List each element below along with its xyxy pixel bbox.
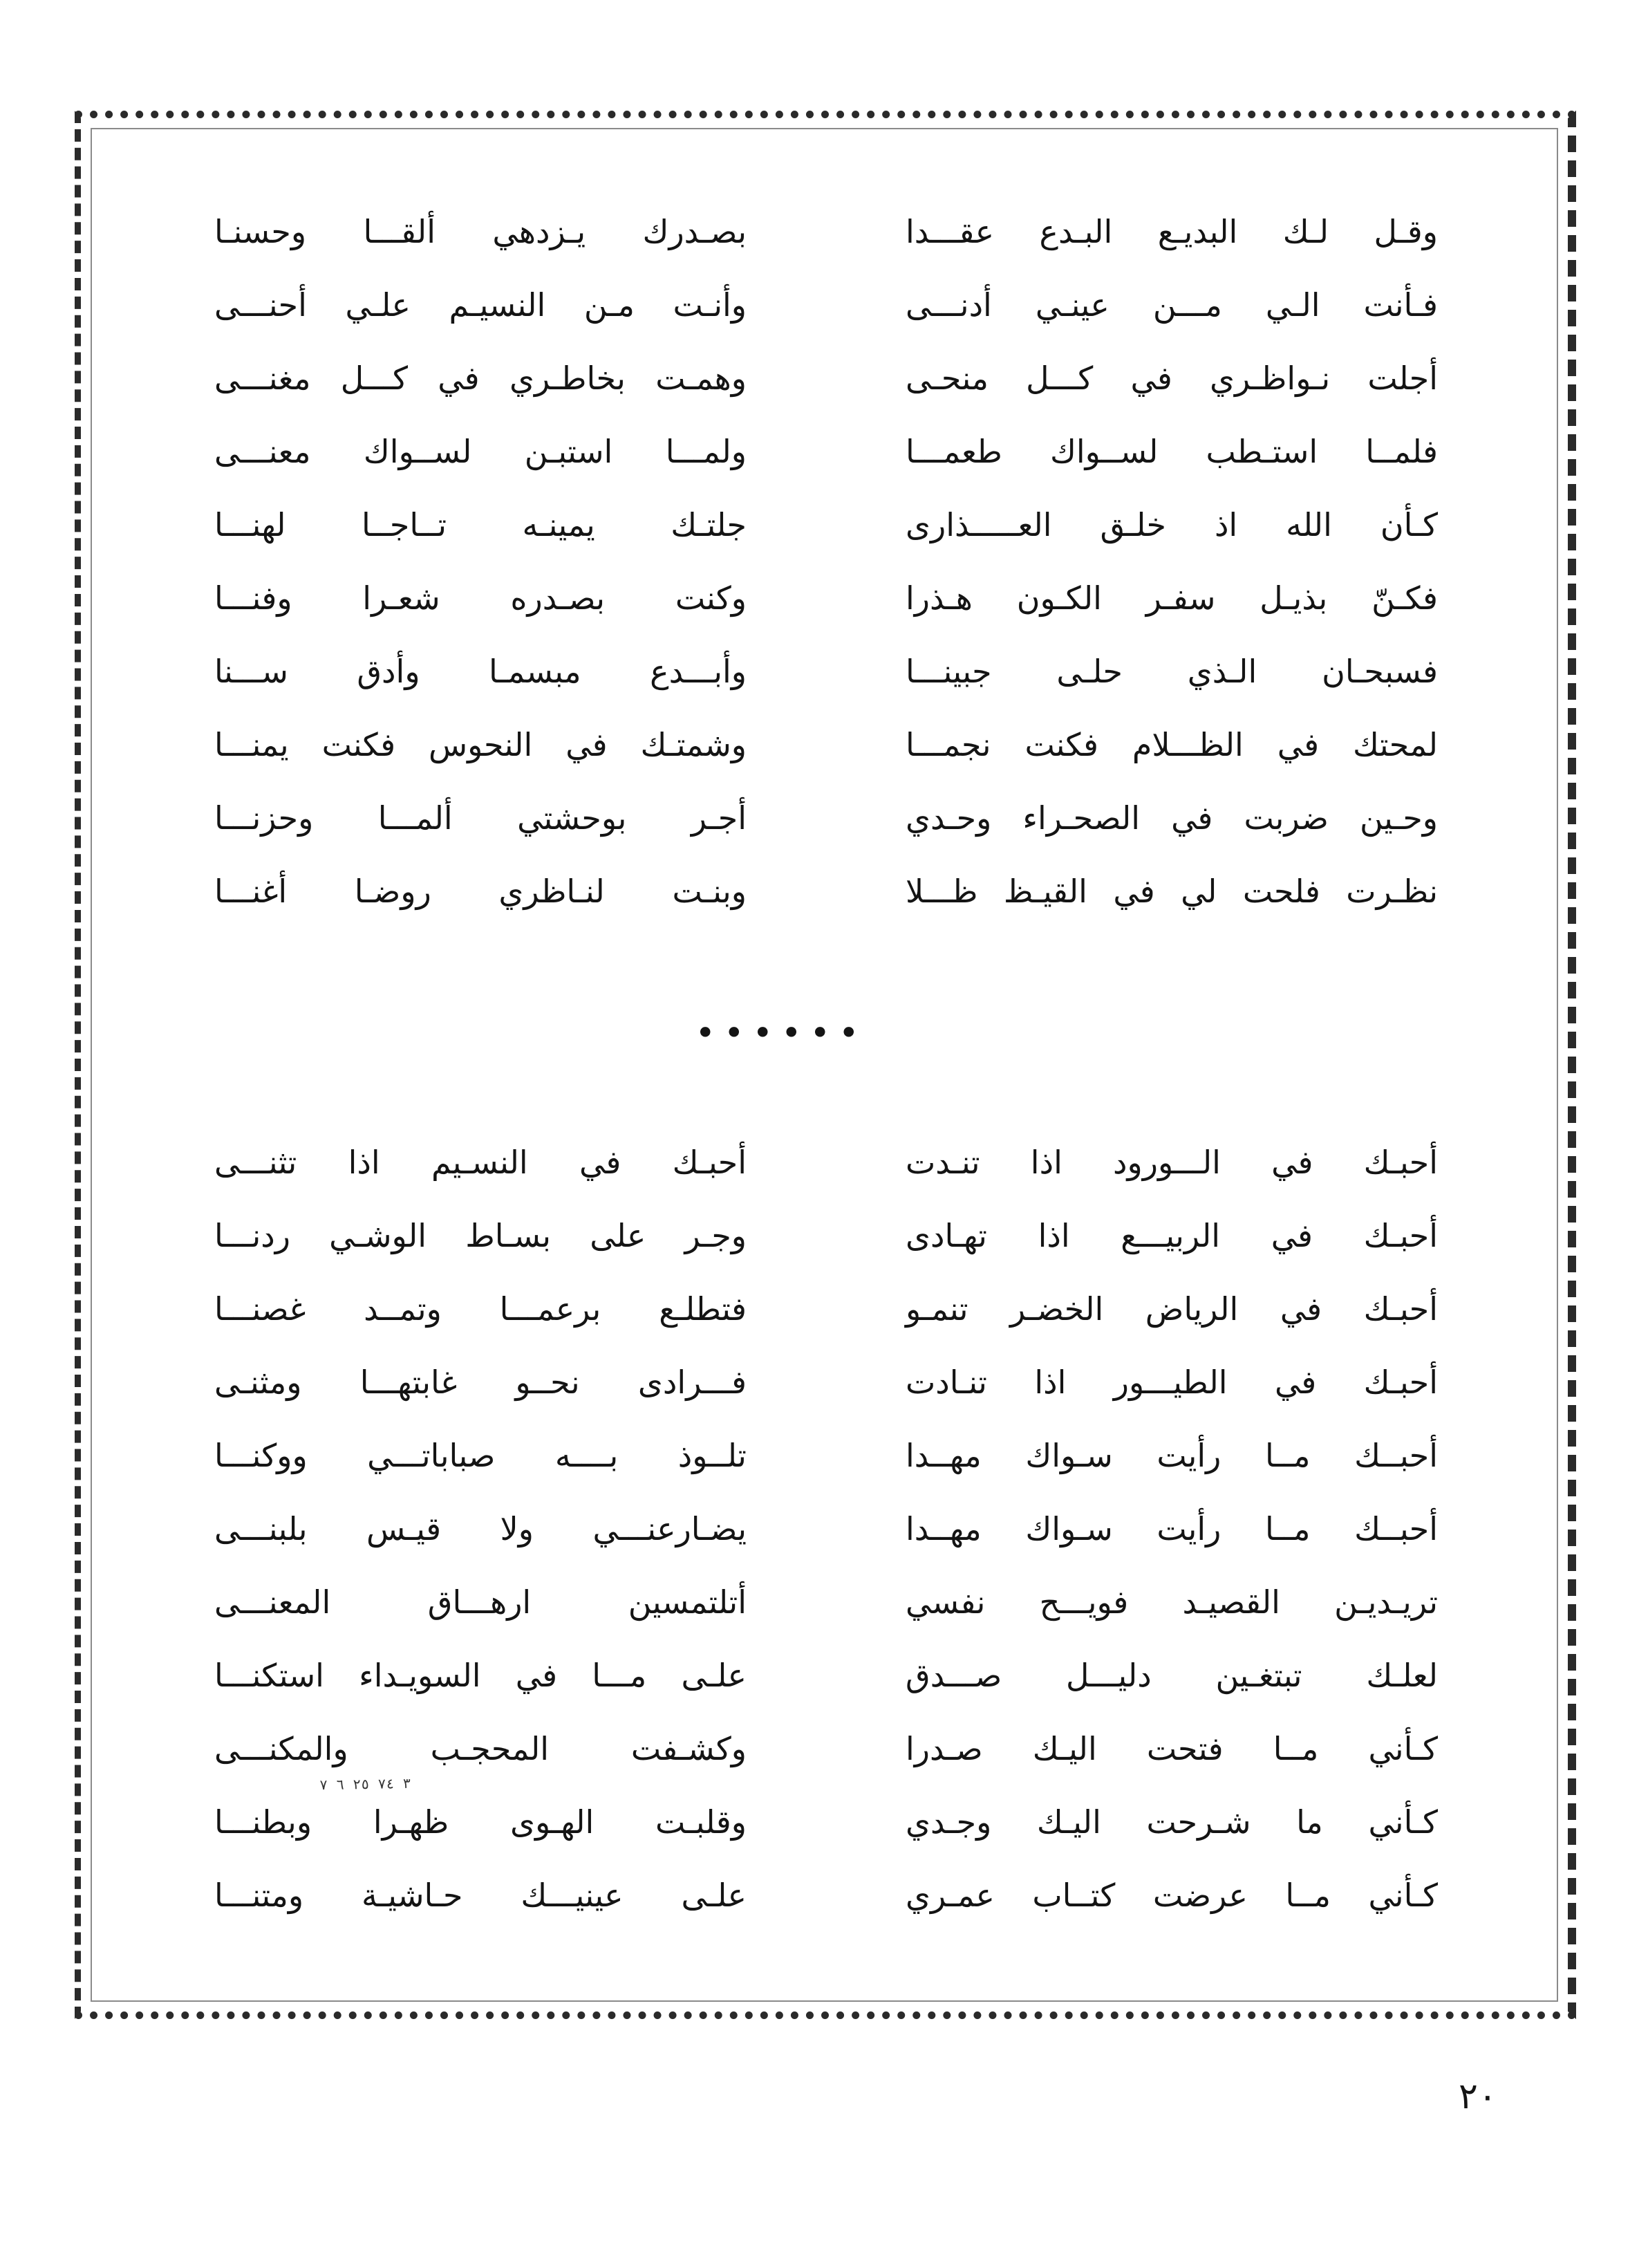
verse-line — [214, 195, 1438, 268]
hemistich-right: أحبــك مــا رأيت سـواك مهــدا — [906, 1437, 1438, 1474]
verse-line — [214, 268, 1438, 342]
verse-line — [214, 855, 1438, 928]
page-number: ٢٠ — [1459, 2076, 1497, 2117]
verse-line — [214, 415, 1438, 488]
hemistich-left: وأبـــدع مبسمـا وأدق ســـنا — [214, 653, 747, 690]
verse-line — [214, 1785, 1438, 1859]
hemistich-right: كـأني مــا فتحت اليـك صـدرا — [906, 1730, 1438, 1767]
verse-line — [214, 781, 1438, 855]
verse-line — [214, 1126, 1438, 1199]
verse-line — [214, 342, 1438, 415]
verse-line — [214, 635, 1438, 708]
hemistich-left: أتلتمسين ارهـــاق المعنـــى — [214, 1583, 747, 1621]
hemistich-left: علـى مـــا في السويـداء استكنـــا — [214, 1657, 747, 1694]
hemistich-right: أحبــك مــا رأيت سـواك مهــدا — [906, 1510, 1438, 1547]
verse-line — [214, 1492, 1438, 1565]
hemistich-right: أحبـك في الرياض الخضـر تنمـو — [906, 1290, 1438, 1328]
hemistich-right: نظـرت فلحت لي في القيـظ ظـــلا — [906, 873, 1438, 910]
hemistich-left: وجـر على بسـاط الوشـي ردنـــا — [214, 1217, 747, 1254]
hemistich-left: علـى عينيـــك حـاشيـة ومتنـــا — [214, 1877, 747, 1914]
hemistich-left: وبنـت لنـاظري روضـا أغنـــا — [214, 873, 747, 910]
verse-line — [214, 1199, 1438, 1272]
verse-line — [214, 1639, 1438, 1712]
verse-line — [214, 1272, 1438, 1346]
poem-stanza-1 — [214, 195, 1438, 928]
hemistich-right: وحـين ضربت في الصحـراء وحـدي — [906, 799, 1438, 837]
hemistich-right: لمحتك في الظـــلام فكنت نجمـــا — [906, 726, 1438, 763]
hemistich-left: وشمتـك في النحوس فكنت يمنـــا — [214, 726, 747, 763]
hemistich-left: تلــوذ بــــه صباباتـــي ووكنـــا — [214, 1437, 747, 1474]
hemistich-right: كـأن الله اذ خلـق العـــــذارى — [906, 506, 1438, 543]
poem-stanza-2 — [214, 1126, 1438, 1932]
hemistich-right: أحبـك في الـــورود اذا تنـدت — [906, 1144, 1438, 1181]
hemistich-left: فتطلـع برعمـــا وتمــد غصنـــا — [214, 1290, 747, 1328]
verse-line — [214, 1712, 1438, 1785]
verse-line — [214, 561, 1438, 635]
hemistich-left: وكشـفت المحجـب والمكنـــى — [214, 1730, 747, 1767]
ink-stamp-mark: ٣ ٧٤ ٢٥ ٦ ٧ — [319, 1774, 411, 1794]
hemistich-right: فكـنّ بذيـل سفـر الكـون هـذرا — [906, 579, 1438, 617]
hemistich-left: وكنت بصـدره شعـرا وفنـــا — [214, 579, 747, 617]
stanza-separator: •••••• — [695, 1013, 868, 1053]
verse-line — [214, 1859, 1438, 1932]
hemistich-left: وأنـت مـن النسيـم علـي أحنـــى — [214, 286, 747, 324]
verse-line — [214, 488, 1438, 561]
hemistich-left: يضـارعنـــي ولا قيـس بلبنـــى — [214, 1510, 747, 1547]
verse-line — [214, 708, 1438, 781]
hemistich-right: أحبـك في الطيـــور اذا تنـادت — [906, 1364, 1438, 1401]
hemistich-left: جلتـك يمينـه تــاجــا لهنـــا — [214, 506, 747, 543]
hemistich-right: فـأنت الـي مـــن عينـي أدنـــى — [906, 286, 1438, 324]
hemistich-left: فـــرادى نحــو غابتهـــا ومثنـى — [214, 1364, 747, 1401]
hemistich-right: لعلـك تبتغـين دليـــل صـــدق — [906, 1657, 1438, 1694]
hemistich-left: وقلبـت الهـوى ظهـرا وبطنـــا — [214, 1803, 747, 1841]
verse-line — [214, 1565, 1438, 1639]
hemistich-right: فلمــا استـطب لســواك طعمـــا — [906, 433, 1438, 470]
hemistich-right: كـأني مــا عرضت كتــاب عمـري — [906, 1877, 1438, 1914]
verse-line — [214, 1419, 1438, 1492]
hemistich-right: وقـل لـك البديـع البـدع عقـــدا — [906, 213, 1438, 250]
hemistich-left: أحبـك في النسـيم اذا تثنـــى — [214, 1144, 747, 1181]
hemistich-right: كـأني ما شـرحت اليـك وجـدي — [906, 1803, 1438, 1841]
hemistich-right: تريـديـن القصيـد فويـــح نفسي — [906, 1583, 1438, 1621]
hemistich-right: فسبحـان الـذي حلـى جبينـــا — [906, 653, 1438, 690]
hemistich-right: أجلت نـواظـري في كـــل منحـى — [906, 360, 1438, 397]
hemistich-left: بصـدرك يـزدهي ألقـــا وحسنـا — [214, 213, 747, 250]
hemistich-left: وهمـت بخاطـري في كـــل مغنـــى — [214, 360, 747, 397]
verse-line — [214, 1346, 1438, 1419]
hemistich-right: أحبـك في الربيـــع اذا تهـادى — [906, 1217, 1438, 1254]
hemistich-left: أجـر بوحشتي ألمـــا وحزنـــا — [214, 799, 747, 837]
hemistich-left: ولمـــا استبـن لســواك معنـــى — [214, 433, 747, 470]
